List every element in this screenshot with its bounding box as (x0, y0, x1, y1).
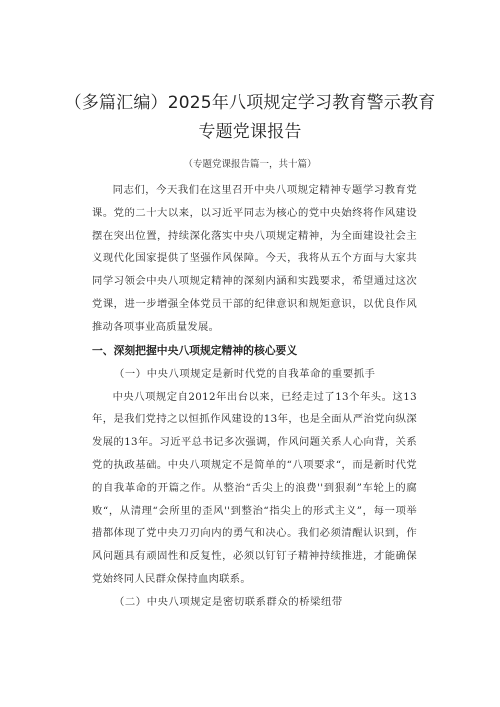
intro-paragraph: 同志们，今天我们在这里召开中央八项规定精神专题学习教育党课。党的二十大以来，以习近平同志为核心的党中央始终将作风建设摆在突出位置，持续深化落实中央八项规定精神，为全面建设社会主义现代化国家提供了坚强作风保障。今天，我将从五个方面与大家共同学习领会中央八项规定精神的深刻内涵和实践要求，希望通过这次党课，进一步增强全体党员干部的纪律意识和规矩意识，以优良作风推动各项事业高质量发展。 (92, 184, 417, 333)
subsection-heading-1: （一）中央八项规定是新时代党的自我革命的重要抓手 (114, 367, 376, 380)
document-body (92, 179, 417, 614)
subsection-heading-2: （二）中央八项规定是密切联系群众的桥梁纽带 (114, 595, 343, 608)
subsection-paragraph-1: 中央八项规定自2012年出台以来，已经走过了13个年头。这13年，是我们党持之以恒抓作风建设的13年，也是全面从严治党向纵深发展的13年。习近平总书记多次强调，作风问题关系人心向背，关系党的执政基础。中央八项规定不是简单的“八项要求“，而是新时代党的自我革命的开篇之作。从整治“舌尖上的浪费''到狠刹”车轮上的腐败“，从清理“会所里的歪风''到整治“指尖上的形式主义”，每一项举措都体现了党中央刀刃向内的勇气和决心。我们必须清醒认识到，作风问题具有顽固性和反复性，必须以钉钉子精神持续推进，才能确保党始终同人民群众保持血肉联系。 (92, 390, 417, 585)
document-title: （多篇汇编）2025年八项规定学习教育警示教育专题党课报告 (64, 93, 436, 142)
section-heading-1: 一、深刻把握中央八项规定精神的核心要义 (92, 343, 298, 357)
document-subtitle: （专题党课报告篇一，共十篇） (183, 159, 317, 170)
